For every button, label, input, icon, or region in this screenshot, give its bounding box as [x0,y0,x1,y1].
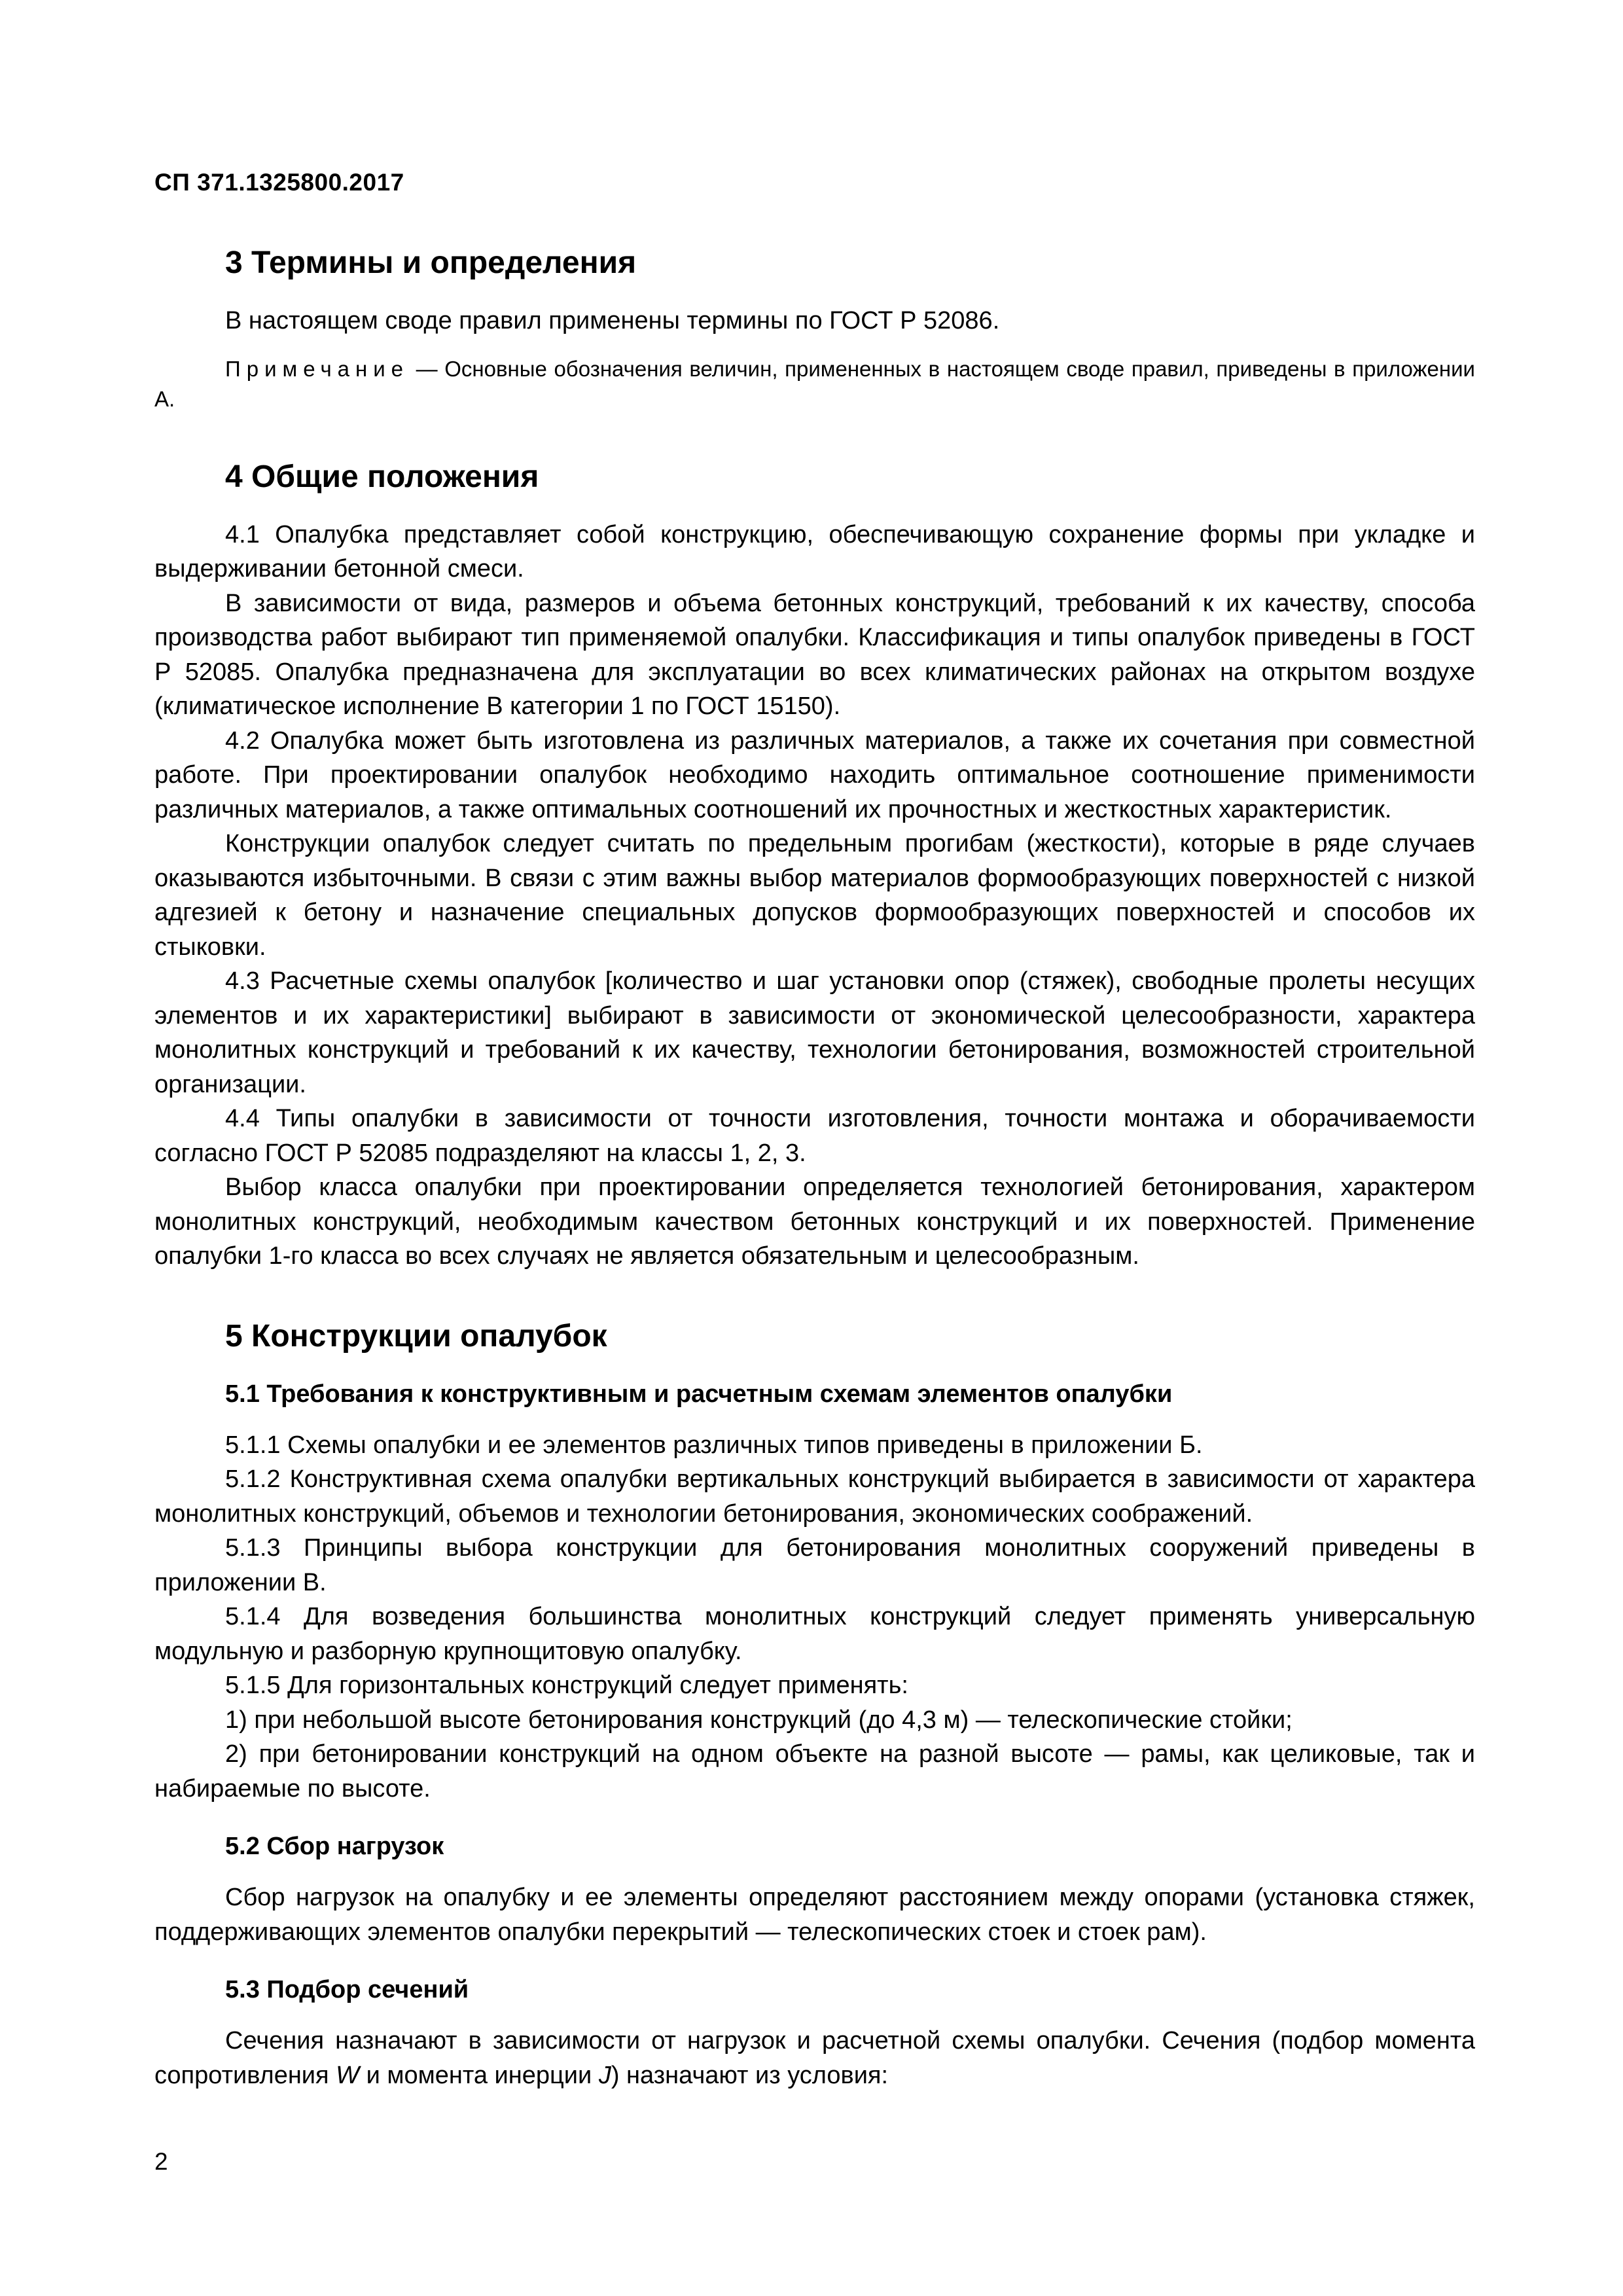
list-item: 2) при бетонировании конструкций на одном объекте на разной высоте — рамы, как целиковые, так и набираемые по высоте. [154,1740,1475,1803]
section-4-paragraph: 4.2 Опалубка может быть изготовлена из различных материалов, а также их сочетания при совместной работе. При проектировании опалубок необходимо находить оптимальное соотношение применимости различных материалов, а также оптимальных соотношений их прочностных и жесткостных характеристик. [154,726,1475,823]
document-code: СП 371.1325800.2017 [154,169,404,196]
subsection-5-1-paragraph: 5.1.3 Принципы выбора конструкции для бетонирования монолитных сооружений приведены в приложении В. [154,1534,1475,1596]
section-4-paragraph: 4.4 Типы опалубки в зависимости от точности изготовления, точности монтажа и оборачиваемости согласно ГОСТ Р 52085 подразделяют на классы 1, 2, 3. [154,1105,1475,1167]
subsection-5-1-paragraph: 5.1.4 Для возведения большинства монолитных конструкций следует применять универсальную модульную и разборную крупнощитовую опалубку. [154,1603,1475,1665]
variable-j: J [598,2061,611,2089]
section-4-paragraph: Выбор класса опалубки при проектировании определяется технологией бетонирования, характером монолитных конструкций, необходимым качеством бетонных конструкций и их поверхностей. Применение опалубки 1-го класса во всех случаях не является обязательным и целесообразным. [154,1174,1475,1270]
subsection-5-1-paragraph: 5.1.1 Схемы опалубки и ее элементов различных типов приведены в приложении Б. [225,1431,1203,1459]
variable-w: W [336,2061,360,2089]
subsection-5-1-paragraph: 5.1.2 Конструктивная схема опалубки вертикальных конструкций выбирается в зависимости от характера монолитных конструкций, объемов и технологии бетонирования, экономических соображений. [154,1465,1475,1528]
section-4-paragraph: 4.3 Расчетные схемы опалубок [количество и шаг установки опор (стяжек), свободные пролеты несущих элементов и их характеристики] выбирают в зависимости от экономической целесообразности, характера монолитных конструкций и требований к их качеству, технологии бетонирования, возможностей строительной организации. [154,967,1475,1098]
paragraph-text: Сечения назначают в зависимости от нагрузок и расчетной схемы опалубки. Сечения (подбор момента сопротивления [154,2027,1475,2089]
subsection-5-3-title: 5.3 Подбор сечений [225,1976,469,2003]
section-3-paragraph: В настоящем своде правил применены термины по ГОСТ Р 52086. [225,307,1000,334]
section-4-paragraph: 4.1 Опалубка представляет собой конструкцию, обеспечивающую сохранение формы при укладке и выдерживании бетонной смеси. [154,520,1475,583]
subsection-5-1-title: 5.1 Требования к конструктивным и расчетным схемам элементов опалубки [225,1380,1173,1408]
section-3-note [154,354,1475,414]
subsection-5-3-paragraph [154,2024,1475,2092]
subsection-5-2-title: 5.2 Сбор нагрузок [225,1833,444,1860]
note-text: — Основные обозначения величин, примененных в настоящем своде правил, приведены в приложении А. [154,356,1475,411]
list-item: 1) при небольшой высоте бетонирования конструкций (до 4,3 м) — телескопические стойки; [225,1706,1293,1734]
paragraph-text: и момента инерции [359,2061,599,2089]
section-3-title: 3 Термины и определения [225,245,637,280]
subsection-5-1-paragraph: 5.1.5 Для горизонтальных конструкций следует применять: [225,1672,908,1699]
section-5-title: 5 Конструкции опалубок [225,1318,607,1354]
page-number: 2 [154,2148,168,2175]
subsection-5-2-paragraph: Сбор нагрузок на опалубку и ее элементы определяют расстоянием между опорами (установка стяжек, поддерживающих элементов опалубки перекрытий — телескопических стоек и стоек рам). [154,1884,1475,1946]
section-4-title: 4 Общие положения [225,459,539,494]
note-label: Примечание [225,356,410,381]
page-content [154,243,1475,2092]
section-4-paragraph: Конструкции опалубок следует считать по предельным прогибам (жесткости), которые в ряде случаев оказываются избыточными. В связи с этим важны выбор материалов формообразующих поверхностей с низкой адгезией к бетону и назначение специальных допусков формообразующих поверхностей и способов их стыковки. [154,830,1475,961]
paragraph-text: ) назначают из условия: [611,2061,889,2089]
section-4-paragraph: В зависимости от вида, размеров и объема бетонных конструкций, требований к их качеству, способа производства работ выбирают тип применяемой опалубки. Классификация и типы опалубок приведены в ГОСТ Р 52085. Опалубка предназначена для эксплуатации во всех климатических районах на открытом воздухе (климатическое исполнение В категории 1 по ГОСТ 15150). [154,589,1475,720]
